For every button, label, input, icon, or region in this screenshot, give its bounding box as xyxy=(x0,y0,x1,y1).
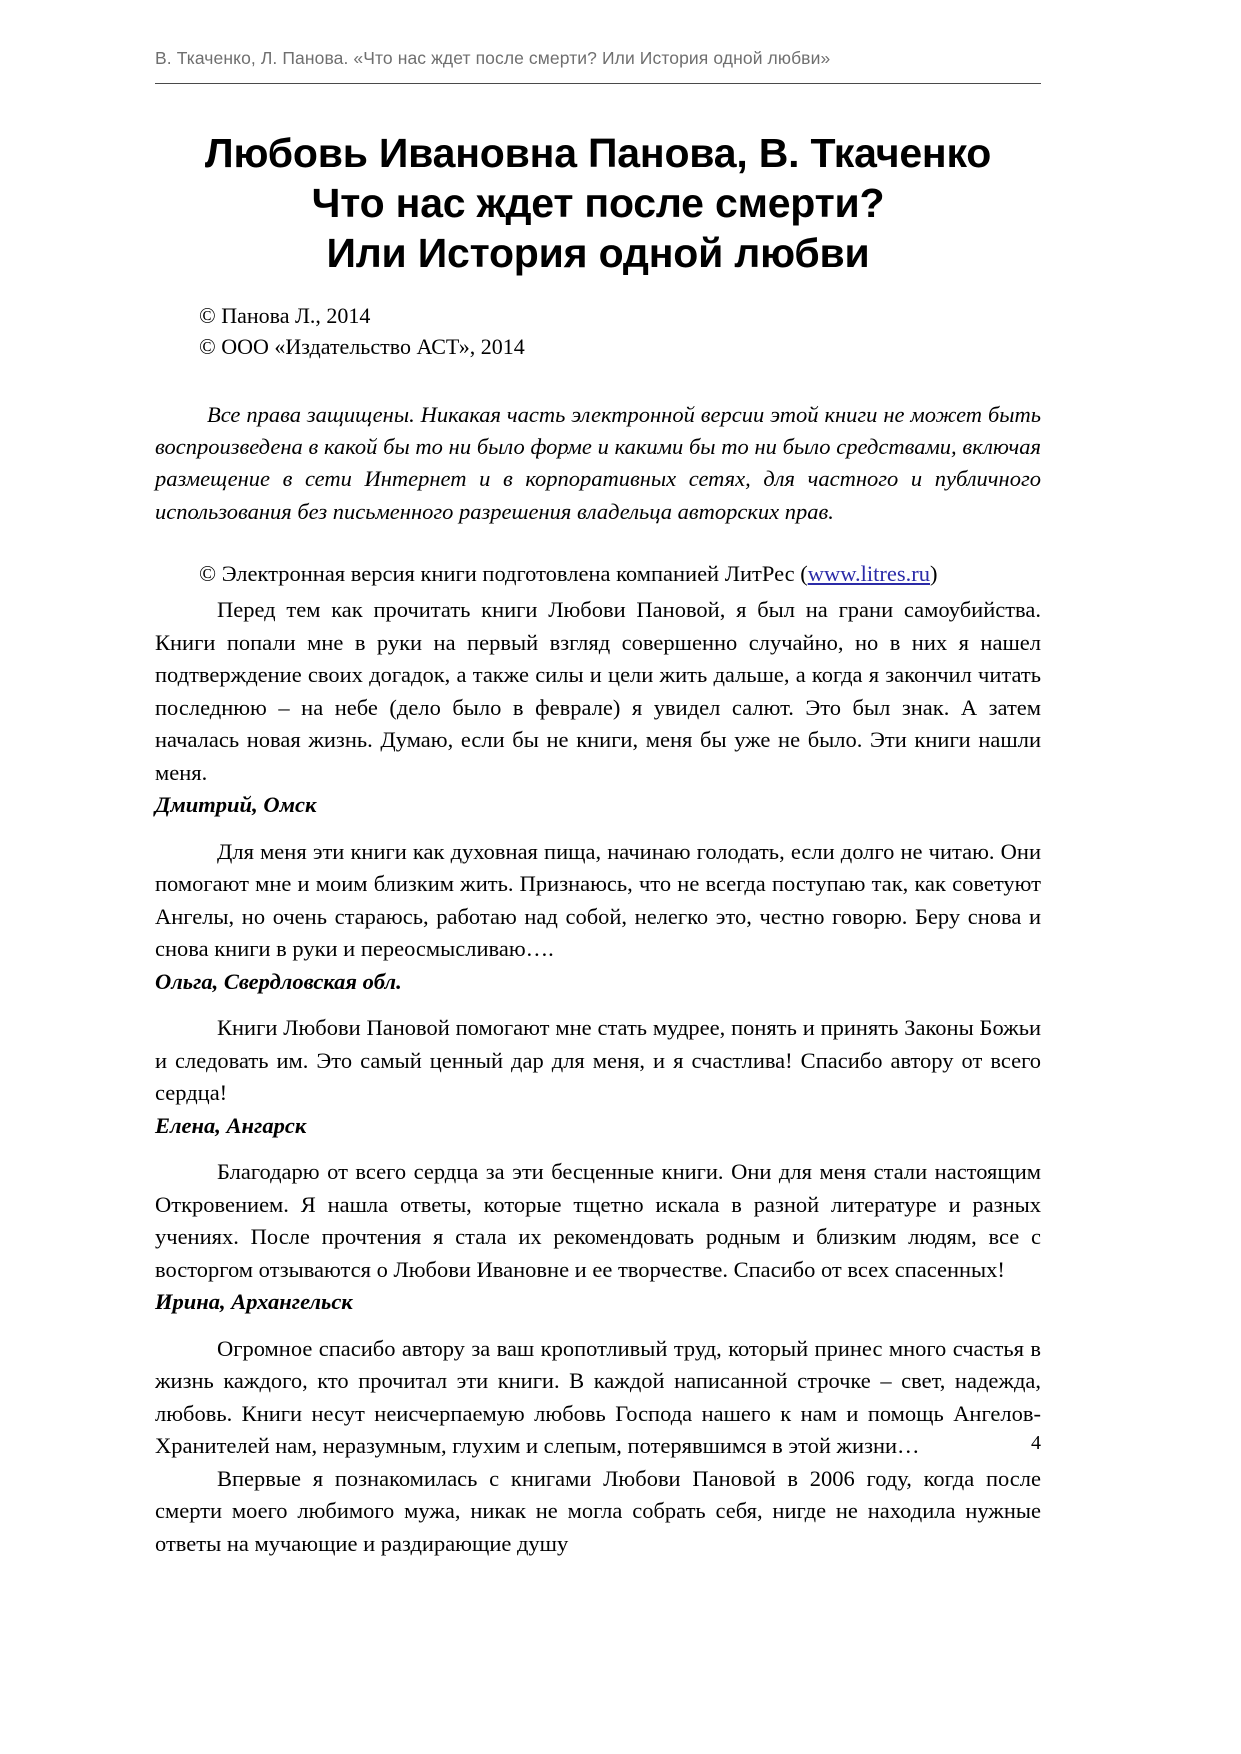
paragraph-gap xyxy=(155,822,1041,836)
copyright-publisher: © ООО «Издательство АСТ», 2014 xyxy=(199,334,525,360)
title-line-main: Что нас ждет после смерти? xyxy=(311,180,885,227)
paragraph-gap xyxy=(155,1142,1041,1156)
litres-prefix: © Электронная версия книги подготовлена компанией ЛитРес ( xyxy=(199,561,808,587)
testimonial-text: Благодарю от всего сердца за эти бесценные книги. Они для меня стали настоящим Откровением. Я нашла ответы, которые тщетно искала в разной литературе и разных учениях. После прочтения я стала их рекомендовать родным и близким людям, все с восторгом отзываются о Любови Ивановне и ее творчестве. Спасибо от всех спасенных! xyxy=(155,1159,1041,1282)
testimonial-author: Ирина, Архангельск xyxy=(155,1289,353,1315)
page-content xyxy=(155,0,1041,1754)
final-paragraph: Огромное спасибо автору за ваш кропотливый труд, который принес много счастья в жизнь каждого, кто прочитал эти книги. В каждой написанной строчке – свет, надежда, любовь. Книги несут неисчерпаемую любовь Господа нашего к нам и помощь Ангелов-Хранителей нам, неразумным, глухим и слепым, потерявшимся в этой жизни… xyxy=(155,1335,1041,1459)
title-line-subtitle: Или История одной любви xyxy=(326,230,870,277)
page-number: 4 xyxy=(1031,1432,1041,1454)
testimonial-author: Ольга, Свердловская обл. xyxy=(155,968,402,994)
testimonial-text: Книги Любови Пановой помогают мне стать мудрее, понять и принять Законы Божьи и следовать им. Это самый ценный дар для меня, и я счастлива! Спасибо автору от всего сердца! xyxy=(155,1015,1041,1106)
testimonial-author: Елена, Ангарск xyxy=(155,1112,307,1138)
testimonials-section xyxy=(155,594,1041,1560)
copyright-block xyxy=(155,300,1041,362)
litres-notice xyxy=(155,558,1041,590)
header-rule xyxy=(155,83,1041,84)
rights-notice: Все права защищены. Никакая часть электронной версии этой книги не может быть воспроизведена в какой бы то ни было форме и какими бы то ни было средствами, включая размещение в сети Интернет и в корпоративных сетях, для частного и публичного использования без письменного разрешения владельца авторских прав. xyxy=(155,401,1041,524)
testimonial-text: Для меня эти книги как духовная пища, начинаю голодать, если долго не читаю. Они помогают мне и моим близким жить. Признаюсь, что не всегда поступаю так, как советуют Ангелы, но очень стараюсь, работаю над собой, нелегко это, честно говорю. Беру снова и снова книги в руки и переосмысливаю…. xyxy=(155,838,1041,962)
litres-suffix: ) xyxy=(930,561,938,587)
running-head: В. Ткаченко, Л. Панова. «Что нас ждет после смерти? Или История одной любви» xyxy=(155,48,831,68)
paragraph-gap xyxy=(155,1319,1041,1333)
litres-link[interactable]: www.litres.ru xyxy=(807,561,931,587)
title-block xyxy=(155,128,1041,278)
title-line-authors: Любовь Ивановна Панова, В. Ткаченко xyxy=(204,130,992,176)
testimonial-author: Дмитрий, Омск xyxy=(155,792,317,818)
copyright-author: © Панова Л., 2014 xyxy=(199,303,371,329)
final-paragraph: Впервые я познакомилась с книгами Любови Пановой в 2006 году, когда после смерти моего любимого мужа, никак не могла собрать себя, нигде не находила нужные ответы на мучающие и раздирающие душу xyxy=(155,1465,1041,1556)
paragraph-gap xyxy=(155,998,1041,1012)
testimonial-text: Перед тем как прочитать книги Любови Пановой, я был на грани самоубийства. Книги попали мне в руки на первый взгляд совершенно случайно, но в них я нашел подтверждение своих догадок, а также силы и цели жить дальше, а когда я закончил читать последнюю – на небе (дело было в феврале) я увидел салют. Это был знак. А затем началась новая жизнь. Думаю, если бы не книги, меня бы уже не было. Эти книги нашли меня. xyxy=(155,597,1041,785)
